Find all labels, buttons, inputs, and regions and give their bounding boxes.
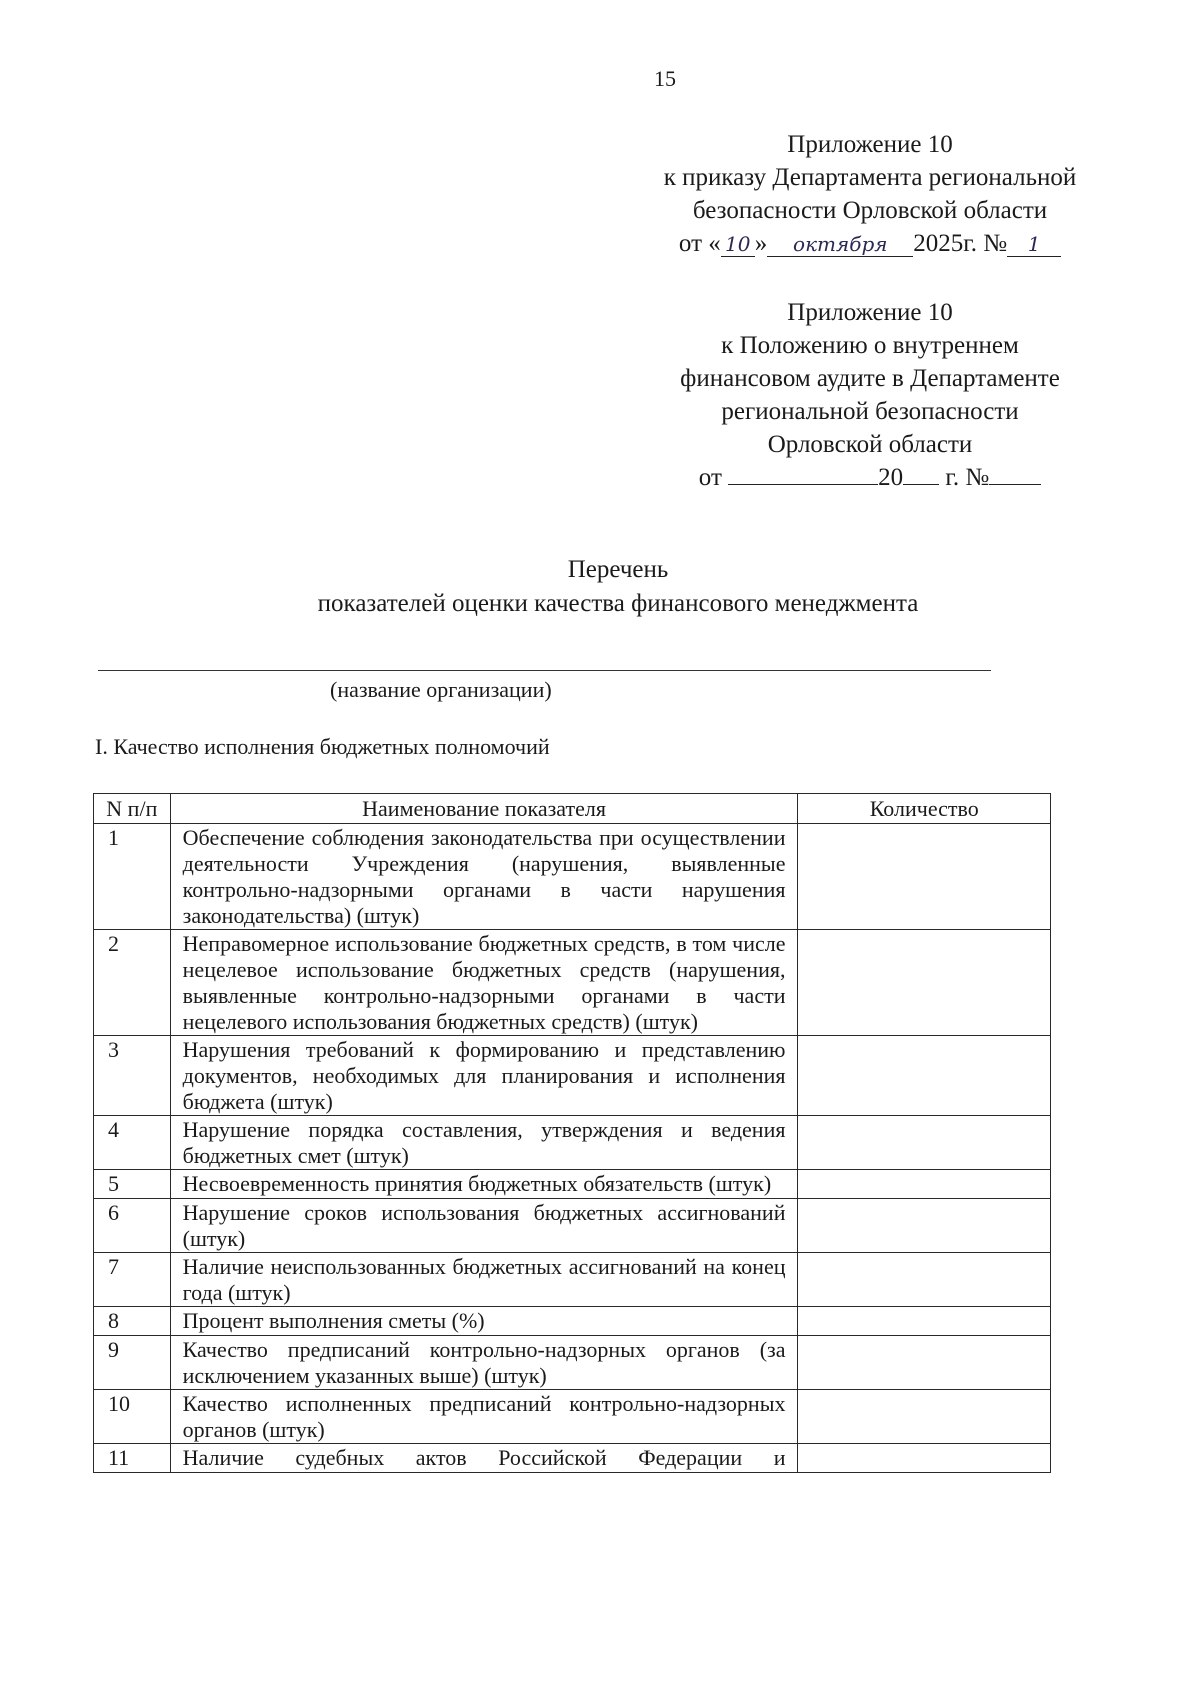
date-prefix: от: [698, 464, 722, 491]
organization-name-caption: (название организации): [330, 677, 552, 702]
blank-year-field: [903, 484, 939, 485]
row-number: 2: [94, 930, 171, 1036]
header-name: Наименование показателя: [170, 794, 798, 824]
table-row: [94, 824, 1051, 930]
row-quantity-cell: [798, 1307, 1051, 1336]
appendix-order-line1: к приказу Департамента региональной: [663, 164, 1077, 191]
organization-name-line: [98, 670, 991, 671]
table-row: [94, 930, 1051, 1036]
indicators-table: [93, 793, 1051, 1473]
document-title-line1: Перечень: [567, 556, 669, 583]
row-quantity-cell: [798, 1036, 1051, 1116]
table-row: [94, 1390, 1051, 1444]
document-title: [0, 553, 1200, 621]
appendix-regulation-line4: Орловской области: [767, 431, 973, 458]
appendix-order-title: Приложение 10: [787, 131, 953, 158]
row-indicator-name: Наличие неиспользованных бюджетных ассигнований на конец года (штук): [170, 1253, 798, 1307]
row-quantity-cell: [798, 1199, 1051, 1253]
row-number: 9: [94, 1336, 171, 1390]
handwritten-number: 1: [1007, 232, 1061, 257]
table-row: [94, 1336, 1051, 1390]
appendix-regulation-line2: финансовом аудите в Департаменте: [680, 365, 1060, 392]
date-prefix: от «: [678, 230, 721, 257]
row-quantity-cell: [798, 1253, 1051, 1307]
appendix-regulation-title: Приложение 10: [787, 299, 953, 326]
row-number: 7: [94, 1253, 171, 1307]
appendix-regulation-date-line: [620, 461, 1120, 494]
row-quantity-cell: [798, 824, 1051, 930]
row-indicator-name: Несвоевременность принятия бюджетных обязательств (штук): [170, 1170, 798, 1199]
row-quantity-cell: [798, 1170, 1051, 1199]
row-quantity-cell: [798, 1116, 1051, 1170]
row-indicator-name: Качество предписаний контрольно-надзорных органов (за исключением указанных выше) (штук): [170, 1336, 798, 1390]
row-indicator-name: Обеспечение соблюдения законодательства при осуществлении деятельности Учреждения (нарушения, выявленные контрольно-надзорными органами в части нарушения законодательства) (штук): [170, 824, 798, 930]
table-row: [94, 1170, 1051, 1199]
document-title-line2: показателей оценки качества финансового менеджмента: [317, 590, 919, 617]
row-quantity-cell: [798, 930, 1051, 1036]
blank-number-field: [989, 484, 1041, 485]
row-indicator-name: Нарушение порядка составления, утверждения и ведения бюджетных смет (штук): [170, 1116, 798, 1170]
row-indicator-name: Наличие судебных актов Российской Федерации и: [170, 1444, 798, 1473]
row-number: 4: [94, 1116, 171, 1170]
row-number: 8: [94, 1307, 171, 1336]
row-indicator-name: Нарушение сроков использования бюджетных ассигнований (штук): [170, 1199, 798, 1253]
blank-date-field: [728, 484, 878, 485]
handwritten-month: октября: [767, 232, 913, 257]
header-number: N п/п: [94, 794, 171, 824]
row-number: 5: [94, 1170, 171, 1199]
table-header-row: [94, 794, 1051, 824]
section-heading: I. Качество исполнения бюджетных полномочий: [95, 734, 550, 759]
row-quantity-cell: [798, 1390, 1051, 1444]
row-indicator-name: Процент выполнения сметы (%): [170, 1307, 798, 1336]
table-row: [94, 1444, 1051, 1473]
table-row: [94, 1253, 1051, 1307]
row-number: 3: [94, 1036, 171, 1116]
header-quantity: Количество: [798, 794, 1051, 824]
appendix-regulation-block: [620, 296, 1120, 494]
row-quantity-cell: [798, 1336, 1051, 1390]
appendix-regulation-line3: региональной безопасности: [721, 398, 1019, 425]
row-number: 1: [94, 824, 171, 930]
row-indicator-name: Качество исполненных предписаний контрольно-надзорных органов (штук): [170, 1390, 798, 1444]
year-prefix: 20: [878, 464, 904, 491]
row-indicator-name: Нарушения требований к формированию и представлению документов, необходимых для планирования и исполнения бюджета (штук): [170, 1036, 798, 1116]
row-indicator-name: Неправомерное использование бюджетных средств, в том числе нецелевое использование бюджетных средств (нарушения, выявленные контрольно-надзорными органами в части нецелевого использования бюджетных средств) (штук): [170, 930, 798, 1036]
year-suffix: г. №: [945, 464, 990, 491]
table-row: [94, 1307, 1051, 1336]
page-number: 15: [654, 66, 676, 91]
row-quantity-cell: [798, 1444, 1051, 1473]
appendix-order-date-line: от « 10 » октября 2025г. № 1: [620, 227, 1120, 260]
appendix-order-block: [620, 128, 1120, 260]
row-number: 11: [94, 1444, 171, 1473]
table-row: [94, 1116, 1051, 1170]
row-number: 6: [94, 1199, 171, 1253]
appendix-regulation-line1: к Положению о внутреннем: [721, 332, 1019, 359]
year-and-number-label: 2025г. №: [913, 230, 1008, 257]
handwritten-day: 10: [721, 232, 755, 257]
row-number: 10: [94, 1390, 171, 1444]
appendix-order-line2: безопасности Орловской области: [692, 197, 1048, 224]
table-row: [94, 1036, 1051, 1116]
table-row: [94, 1199, 1051, 1253]
